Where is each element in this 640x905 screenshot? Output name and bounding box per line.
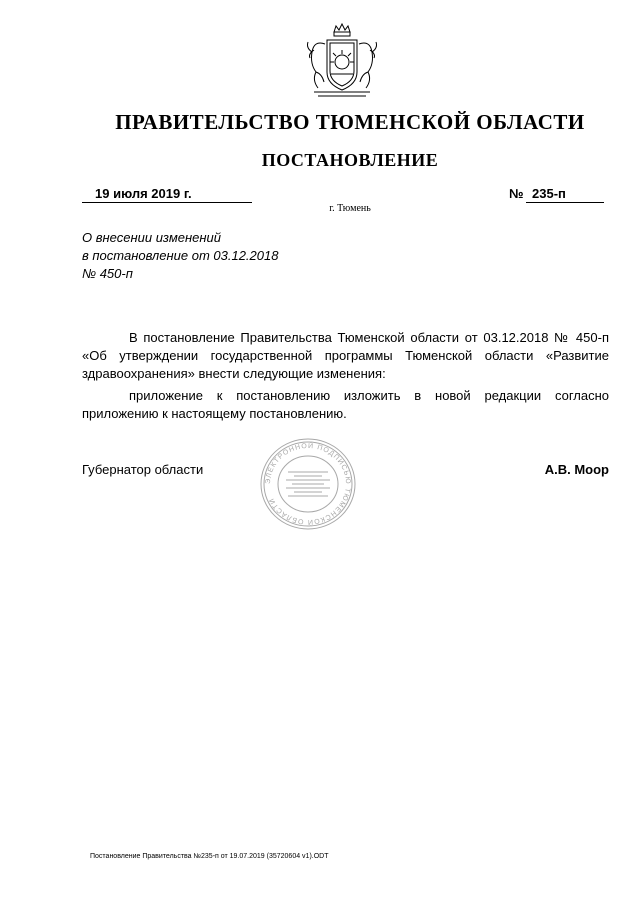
subject-line: О внесении изменений xyxy=(82,230,221,245)
city: г. Тюмень xyxy=(329,203,371,214)
electronic-signature-seal-icon xyxy=(258,436,358,532)
document-subject xyxy=(82,229,278,283)
subject-line: № 450-п xyxy=(82,266,133,281)
body-paragraph: В постановление Правительства Тюменской области от 03.12.2018 № 450-п «Об утверждении государственной программы Тюменской области «Развитие здравоохранения» внести следующие изменения: xyxy=(82,330,609,381)
document-number: 235-п xyxy=(526,185,604,203)
number-sign: № xyxy=(509,186,524,201)
coat-of-arms-icon xyxy=(300,22,384,106)
document-date: 19 июля 2019 г. xyxy=(82,185,252,203)
document-body xyxy=(82,329,609,427)
document-type: ПОСТАНОВЛЕНИЕ xyxy=(261,150,439,170)
footer-filename: Постановление Правительства №235-п от 19.07.2019 (35720604 v1).ODT xyxy=(90,853,329,860)
government-title: ПРАВИТЕЛЬСТВО ТЮМЕНСКОЙ ОБЛАСТИ xyxy=(115,110,585,134)
body-paragraph: приложение к постановлению изложить в новой редакции согласно приложению к настоящему постановлению. xyxy=(82,388,609,421)
subject-line: в постановление от 03.12.2018 xyxy=(82,248,279,263)
signatory-position: Губернатор области xyxy=(82,462,204,477)
seal-ring-text: ЭЛЕКТРОННОЙ ПОДПИСЬЮ ТЮМЕНСКОЙ ОБЛАСТИ xyxy=(264,442,352,526)
signatory-name: А.В. Моор xyxy=(544,462,609,477)
